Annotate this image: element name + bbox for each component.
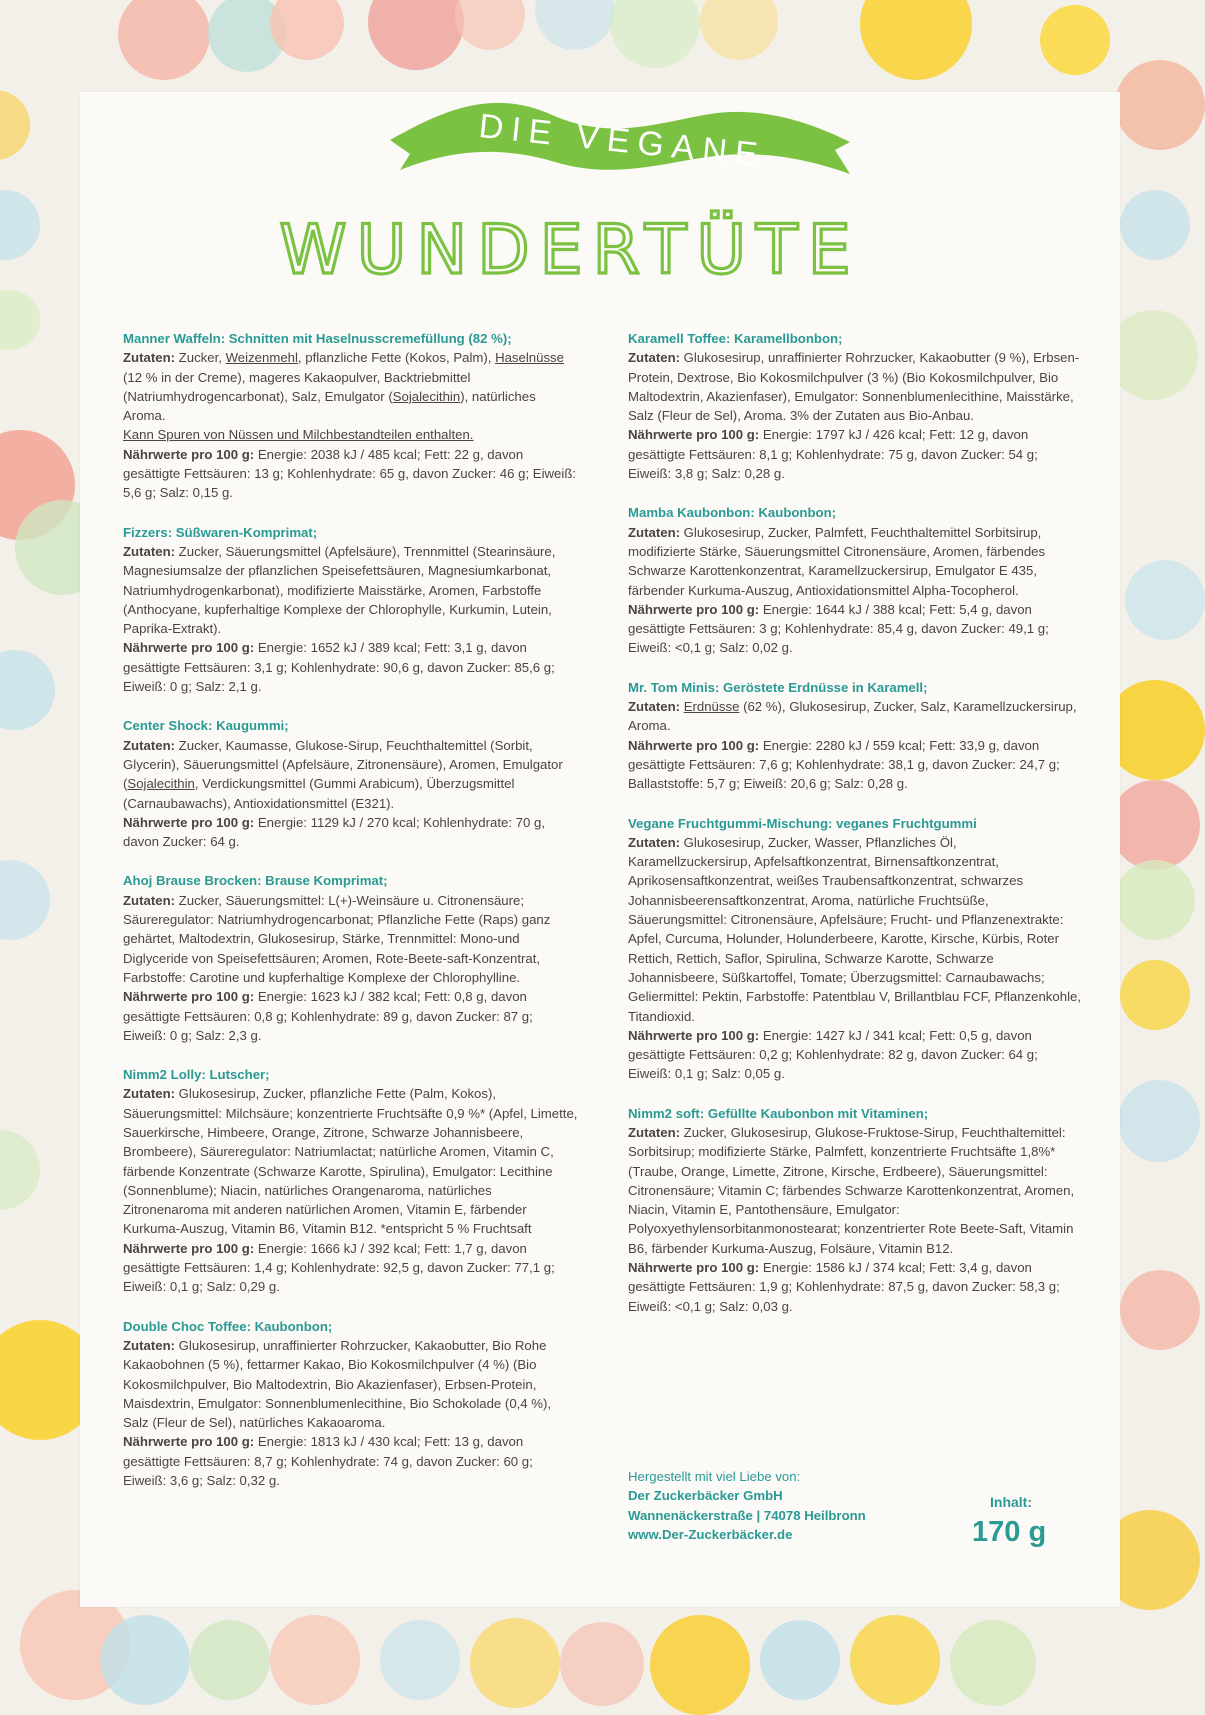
product-ingredients — [123, 891, 578, 987]
confetti-dot — [650, 1615, 750, 1715]
nutrition-text: Energie: 2038 kJ / 485 kcal; Fett: 22 g, davon gesättigte Fettsäuren: 13 g; Kohlenhydrate: 65 g, davon Zucker: 46 g; Eiweiß: 5,6 g; Salz: 0,15 g. — [123, 446, 577, 501]
product-nutrition — [628, 1258, 1083, 1316]
nutrition-text: Energie: 2280 kJ / 559 kcal; Fett: 33,9 g, davon gesättigte Fettsäuren: 7,6 g; Kohlenhydrate: 38,1 g, davon Zucker: 24,7 g; Ballaststoffe: 5,7 g; Eiweiß: 20,6 g; Salz: 0,28 g. — [628, 737, 1060, 792]
confetti-dot — [535, 0, 615, 50]
confetti-dot — [1115, 860, 1195, 940]
confetti-dot — [560, 1622, 644, 1706]
product-entry — [628, 1104, 1083, 1316]
confetti-dot — [470, 1618, 560, 1708]
confetti-dot — [100, 1615, 190, 1705]
allergen-text: Sojalecithin — [127, 776, 195, 792]
manufacturer-intro: Hergestellt mit viel Liebe von: — [628, 1469, 801, 1484]
ingredients-text: Glukosesirup, Zucker, Palmfett, Feuchthaltemittel Sorbitsirup, modifizierte Stärke, Säuerungsmittel Citronensäure, Aromen, färbendes Schwarze Karottenkonzentrat, Karamellzuckersirup, Emulgator E 435, färbender Kurkuma-Auszug, Antioxidationsmittel Alpha-Tocopherol. — [628, 524, 1046, 598]
confetti-dot — [610, 0, 700, 68]
allergen-text: Erdnüsse — [683, 699, 740, 715]
product-heading: Fizzers: Süßwaren-Komprimat; — [123, 524, 318, 540]
ingredients-text: Zucker, — [175, 350, 226, 366]
ingredients-text: (12 % in der Creme), mageres Kakaopulver, Backtriebmittel (Natriumhydrogencarbonat), Salz, Emulgator ( — [123, 369, 471, 404]
nutrition-text: Energie: 1129 kJ / 270 kcal; Kohlenhydrate: 70 g, davon Zucker: 64 g. — [123, 814, 545, 850]
nutrition-text: Energie: 1644 kJ / 388 kcal; Fett: 5,4 g, davon gesättigte Fettsäuren: 3 g; Kohlenhydrate: 85,4 g, davon Zucker: 49,1 g; Eiweiß: <0,1 g; Salz: 0,02 g. — [628, 601, 1049, 656]
left-column — [123, 329, 578, 1510]
product-heading: Mr. Tom Minis: Geröstete Erdnüsse in Karamell; — [628, 679, 928, 695]
product-nutrition — [123, 638, 578, 696]
nutrition-label: Nährwerte pro 100 g: — [628, 1027, 760, 1043]
ingredients-text: Zucker, Kaumasse, Glukose-Sirup, Feuchthaltemittel (Sorbit, Glycerin), Säuerungsmittel (Apfelsäure, Zitronensäure), Aromen, Emulgator ( — [123, 737, 563, 792]
confetti-dot — [1120, 1270, 1200, 1350]
nutrition-label: Nährwerte pro 100 g: — [123, 1434, 255, 1450]
product-heading: Double Choc Toffee: Kaubonbon; — [123, 1318, 333, 1334]
ingredients-label: Zutaten: — [123, 1086, 176, 1102]
allergen-text: Weizenmehl — [225, 350, 298, 366]
confetti-dot — [0, 650, 55, 730]
banner-text: DIE VEGANE — [476, 107, 768, 175]
allergen-text: Haselnüsse — [495, 350, 564, 366]
confetti-dot — [455, 0, 525, 50]
product-nutrition — [628, 600, 1083, 658]
ingredients-label: Zutaten: — [628, 350, 681, 366]
confetti-dot — [1120, 960, 1190, 1030]
ingredients-label: Zutaten: — [628, 699, 681, 715]
ingredients-text: Glukosesirup, unraffinierter Rohrzucker, Kakaobutter, Bio Rohe Kakaobohnen (5 %), fettarmer Kakao, Bio Kokosmilchpulver (4 %) (Bio Kokosmilchpulver, Bio Maltodextrin, Bio Akazienfaser), Erbsen-Protein, Maisdextrin, Emulgator: Sonnenblumenlecithine, Bio Schokolade (0,4 %), Salz (Fleur de Sel), natürliches Kakaoaroma. — [123, 1337, 552, 1431]
nutrition-label: Nährwerte pro 100 g: — [123, 989, 255, 1005]
product-entry — [123, 1065, 578, 1297]
product-heading: Manner Waffeln: Schnitten mit Haselnusscremefüllung (82 %); — [123, 331, 512, 346]
product-nutrition — [123, 445, 578, 503]
product-nutrition — [123, 813, 578, 852]
ingredients-label: Zutaten: — [628, 524, 681, 540]
nutrition-text: Energie: 1623 kJ / 382 kcal; Fett: 0,8 g, davon gesättigte Fettsäuren: 0,8 g; Kohlenhydrate: 89 g, davon Zucker: 87 g; Eiweiß: 0 g; Salz: 2,3 g. — [123, 989, 533, 1043]
page-title: WUNDERTÜTE — [279, 211, 861, 290]
product-heading: Nimm2 Lolly: Lutscher; — [123, 1067, 270, 1083]
ingredients-text: (62 %), Glukosesirup, Zucker, Salz, Karamellzuckersirup, Aroma. — [628, 699, 1077, 734]
product-heading: Ahoj Brause Brocken: Brause Komprimat; — [123, 873, 388, 889]
product-heading: Center Shock: Kaugummi; — [123, 718, 289, 734]
confetti-dot — [368, 0, 464, 70]
product-heading: Nimm2 soft: Gefüllte Kaubonbon mit Vitaminen; — [628, 1105, 929, 1121]
ingredients-label: Zutaten: — [123, 892, 176, 908]
product-ingredients — [628, 833, 1083, 1026]
product-entry — [123, 716, 578, 851]
confetti-dot — [0, 860, 50, 940]
product-ingredients — [123, 1336, 578, 1432]
nutrition-label: Nährwerte pro 100 g: — [628, 601, 760, 617]
product-entry — [628, 814, 1083, 1084]
product-entry — [628, 503, 1083, 657]
confetti-dot — [1110, 780, 1200, 870]
confetti-dot — [118, 0, 210, 80]
ingredients-label: Zutaten: — [628, 834, 681, 850]
title-graphic — [279, 207, 861, 297]
product-nutrition — [123, 987, 578, 1045]
confetti-dot — [760, 1620, 840, 1700]
manufacturer-website[interactable]: www.Der-Zuckerbäcker.de — [628, 1526, 793, 1542]
product-nutrition — [628, 425, 1083, 483]
nutrition-text: Energie: 1666 kJ / 392 kcal; Fett: 1,7 g, davon gesättigte Fettsäuren: 1,4 g; Kohlenhydrate: 92,5 g, davon Zucker: 77,1 g; Eiweiß: 0,1 g; Salz: 0,29 g. — [123, 1240, 555, 1295]
product-heading: Mamba Kaubonbon: Kaubonbon; — [628, 505, 837, 521]
ingredients-text: Glukosesirup, Zucker, pflanzliche Fette (Palm, Kokos), Säuerungsmittel: Milchsäure; konzentrierte Fruchtsäfte 0,9 %* (Apfel, Limette, Sauerkirsche, Himbeere, Orange, Zitrone, Schwarze Johannisbeere, Brombeere), Säureregulator: Natriumlactat; natürliche Aromen, Vitamin C, färbende Konzentrate (Schwarze Karotte, Spirulina), Emulgator: Lecithine (Sonnenblume); Niacin, natürliches Orangenaroma, natürliches Zitronenaroma mit anderen natürlichen Aromen, Vitamin E, färbender Kurkuma-Auszug, Vitamin B6, Vitamin B12. *entspricht 5 % Fruchtsaft — [123, 1086, 578, 1237]
ingredients-text: , pflanzliche Fette (Kokos, Palm), — [297, 350, 496, 366]
product-ingredients — [628, 348, 1083, 425]
product-heading: Karamell Toffee: Karamellbonbon; — [628, 331, 843, 346]
product-entry — [628, 678, 1083, 794]
product-entry — [628, 329, 1083, 483]
confetti-dot — [700, 0, 778, 60]
nutrition-label: Nährwerte pro 100 g: — [123, 640, 255, 656]
ingredients-text: Zucker, Glukosesirup, Glukose-Fruktose-Sirup, Feuchthaltemittel: Sorbitsirup; modifizierte Stärke, Palmfett, konzentrierte Fruchtsäfte 1,8%* (Traube, Orange, Limette, Zitrone, Kirsche, Erdbeere), Säuerungsmittel: Citronensäure; Vitamin C; färbendes Schwarze Karottenkonzentrat, Aromen, Niacin, Vitamin E, Pantothensäure, Emulgator: Polyoxyethylensorbitanmonostearat; konzentrierter Rote Beete-Saft, Vitamin B6, färbender Kurkuma-Auszug, Folsäure, Vitamin B12. — [628, 1124, 1075, 1256]
ingredients-label: Zutaten: — [123, 350, 176, 366]
ingredients-label: Zutaten: — [123, 737, 176, 753]
nutrition-text: Energie: 1586 kJ / 374 kcal; Fett: 3,4 g, davon gesättigte Fettsäuren: 1,9 g; Kohlenhydrate: 87,5 g, davon Zucker: 58,3 g; Eiweiß: <0,1 g; Salz: 0,03 g. — [628, 1260, 1060, 1314]
product-ingredients — [123, 736, 578, 813]
nutrition-text: Energie: 1797 kJ / 426 kcal; Fett: 12 g, davon gesättigte Fettsäuren: 8,1 g; Kohlenhydrate: 75 g, davon Zucker: 54 g; Eiweiß: 3,8 g; Salz: 0,28 g. — [628, 427, 1038, 482]
nutrition-label: Nährwerte pro 100 g: — [123, 1240, 255, 1256]
product-ingredients — [123, 348, 578, 425]
ingredients-card — [80, 92, 1120, 1607]
ingredients-text: Zucker, Säuerungsmittel: L(+)-Weinsäure u. Citronensäure; Säureregulator: Natriumhydrogencarbonat; Pflanzliche Fette (Raps) ganz gehärtet, Maltodextrin, Glukosesirup, Stärke, Trennmittel: Mono-und Diglyceride von Speisefettsäuren; Aromen, Rote-Beete-saft-Konzentrat, Farbstoffe: Carotine und kupferhaltige Komplexe der Chlorophylline. — [123, 892, 551, 985]
allergen-text: Sojalecithin — [392, 388, 461, 404]
nutrition-label: Nährwerte pro 100 g: — [628, 1260, 760, 1276]
product-nutrition — [628, 1026, 1083, 1084]
confetti-dot — [0, 1130, 40, 1210]
product-ingredients — [123, 1084, 578, 1238]
confetti-dot — [1105, 680, 1205, 780]
nutrition-label: Nährwerte pro 100 g: — [628, 737, 760, 753]
confetti-dot — [1115, 60, 1205, 150]
ingredients-text: , Verdickungsmittel (Gummi Arabicum), Überzugsmittel (Carnaubawachs), Antioxidationsmittel (E321). — [123, 776, 515, 811]
product-ingredients — [628, 697, 1083, 736]
manufacturer-name: Der Zuckerbäcker GmbH — [628, 1488, 783, 1504]
manufacturer-address: Wannenäckerstraße | 74078 Heilbronn — [628, 1507, 866, 1523]
product-ingredients — [628, 1123, 1083, 1258]
product-entry — [123, 523, 578, 697]
ingredients-text: Glukosesirup, Zucker, Wasser, Pflanzliches Öl, Karamellzuckersirup, Apfelsaftkonzentrat, Birnensaftkonzentrat, Aprikosensaftkonzentrat, weißes Traubensaftkonzentrat, schwarzes Johannisbeerensaftkonzentrat, Aroma, natürliche Fruchtsüße, Säuerungsmittel: Citronensäure, Apfelsäure; Frucht- und Pflanzenextrakte: Apfel, Curcuma, Holunder, Holunderbeere, Karotte, Kirsche, Kürbis, Roter Rettich, Rettich, Saflor, Spirulina, Schwarze Karotte, Schwarze Johannisbeere, Süßkartoffel, Tomate; Überzugsmittel: Carnaubawachs; Geliermittel: Pektin, Farbstoffe: Patentblau V, Brillantblau FCF, Pflanzenkohle, Titandioxid. — [628, 834, 1082, 1024]
product-ingredients — [628, 523, 1083, 600]
confetti-dot — [1120, 190, 1190, 260]
product-entry — [123, 329, 578, 503]
confetti-dot — [270, 1615, 360, 1705]
nutrition-label: Nährwerte pro 100 g: — [123, 814, 255, 830]
nutrition-text: Energie: 1813 kJ / 430 kcal; Fett: 13 g, davon gesättigte Fettsäuren: 8,7 g; Kohlenhydrate: 74 g, davon Zucker: 60 g; Eiweiß: 3,6 g; Salz: 0,32 g. — [123, 1434, 533, 1489]
product-nutrition — [628, 736, 1083, 794]
confetti-dot — [1125, 560, 1205, 640]
product-entry — [123, 871, 578, 1045]
allergen-note: Kann Spuren von Nüssen und Milchbestandteilen enthalten. — [123, 427, 474, 443]
confetti-dot — [0, 190, 40, 260]
confetti-dot — [950, 1620, 1036, 1706]
nutrition-label: Nährwerte pro 100 g: — [123, 446, 255, 462]
confetti-dot — [1040, 5, 1110, 75]
confetti-dot — [190, 1620, 270, 1700]
confetti-dot — [0, 290, 40, 350]
ingredients-label: Zutaten: — [123, 1337, 176, 1353]
nutrition-text: Energie: 1652 kJ / 389 kcal; Fett: 3,1 g, davon gesättigte Fettsäuren: 3,1 g; Kohlenhydrate: 90,6 g, davon Zucker: 85,6 g; Eiweiß: 0 g; Salz: 2,1 g. — [123, 640, 555, 695]
ingredients-label: Zutaten: — [628, 1124, 681, 1140]
product-nutrition — [123, 1239, 578, 1297]
ingredients-label: Zutaten: — [123, 543, 176, 559]
product-ingredients — [123, 542, 578, 638]
ingredients-text: Glukosesirup, unraffinierter Rohrzucker, Kakaobutter (9 %), Erbsen-Protein, Dextrose, Bio Kokosmilchpulver (3 %) (Bio Kokosmilchpulver, Bio Maltodextrin, Akazienfaser), Emulgator: Sonnenblumenlecithine, Maisstärke, Salz (Fleur de Sel), Aroma. 3% der Zutaten aus Bio-Anbau. — [628, 350, 1080, 424]
product-entry — [123, 1317, 578, 1491]
confetti-dot — [1108, 310, 1198, 400]
ingredients-text: ), natürliches Aroma. — [123, 388, 536, 424]
content-weight: 170 g — [972, 1516, 1047, 1548]
confetti-dot — [850, 1615, 940, 1705]
ingredients-text: Zucker, Säuerungsmittel (Apfelsäure), Trennmittel (Stearinsäure, Magnesiumsalze der pflanzlichen Speisefettsäuren, Magnesiumkarbonat, Natriumhydrogenkarbonat), modifizierte Maisstärke, Aromen, Farbstoffe (Anthocyane, kupferhaltige Komplexe der Chlorophylle, Kurkumin, Lutein, Paprika-Extrakt). — [123, 543, 556, 637]
confetti-dot — [0, 90, 30, 160]
product-heading: Vegane Fruchtgummi-Mischung: veganes Fruchtgummi — [628, 815, 977, 831]
product-nutrition — [123, 1432, 578, 1490]
banner-ribbon — [380, 92, 900, 202]
right-column — [628, 329, 1083, 1336]
confetti-dot — [380, 1620, 460, 1700]
nutrition-text: Energie: 1427 kJ / 341 kcal; Fett: 0,5 g, davon gesättigte Fettsäuren: 0,2 g; Kohlenhydrate: 82 g, davon Zucker: 64 g; Eiweiß: 0,1 g; Salz: 0,05 g. — [628, 1027, 1038, 1082]
confetti-dot — [1118, 1080, 1200, 1162]
content-label: Inhalt: — [990, 1494, 1032, 1510]
confetti-dot — [860, 0, 972, 80]
nutrition-label: Nährwerte pro 100 g: — [628, 427, 760, 443]
